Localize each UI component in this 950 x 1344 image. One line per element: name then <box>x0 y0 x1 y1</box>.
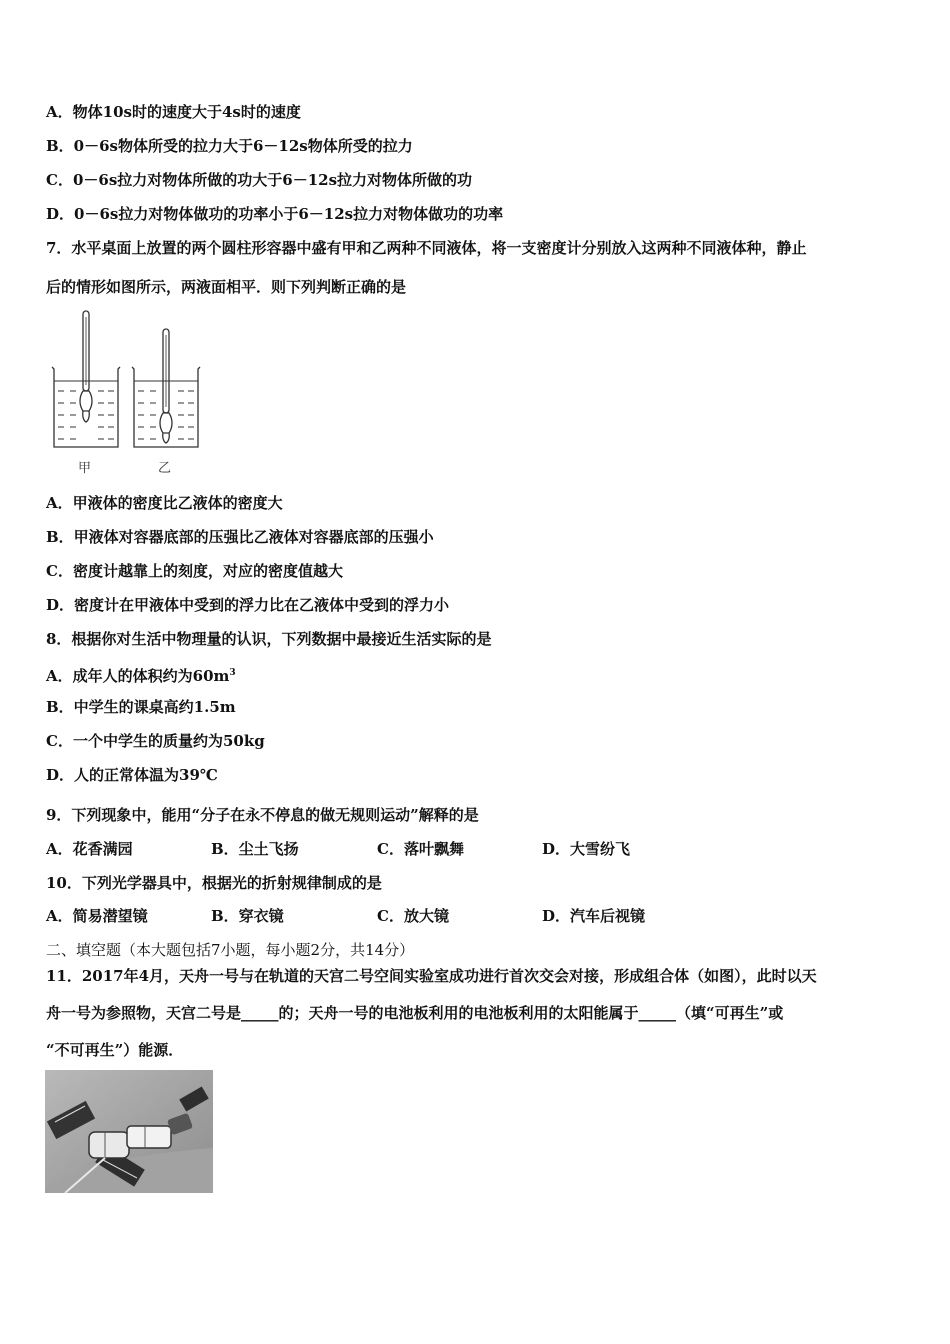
q10-option-d: D．汽车后视镜 <box>542 907 646 925</box>
q10-option-a: A．简易潜望镜 <box>46 907 148 925</box>
q7-stem-line2: 后的情形如图所示，两液面相平．则下列判断正确的是 <box>46 278 407 296</box>
section-heading: 二、填空题（本大题包括7小题，每小题2分，共14分） <box>46 941 415 959</box>
q8-option-a <box>46 663 236 686</box>
q8-option-d: D．人的正常体温为39℃ <box>46 766 218 784</box>
q8-stem: 8．根据你对生活中物理量的认识，下列数据中最接近生活实际的是 <box>46 630 492 648</box>
q10-stem: 10．下列光学器具中，根据光的折射规律制成的是 <box>46 874 382 892</box>
spacecraft-docking-photo <box>45 1070 213 1193</box>
q10-option-b: B．穿衣镜 <box>211 907 284 925</box>
q9-option-a: A．花香满园 <box>46 840 133 858</box>
q8-option-b: B．中学生的课桌高约1.5m <box>46 698 236 716</box>
q7-option-b: B．甲液体对容器底部的压强比乙液体对容器底部的压强小 <box>46 528 434 546</box>
hydrometer-beakers-figure <box>44 305 204 480</box>
spacecraft-illustration <box>45 1070 213 1193</box>
beaker-jia <box>52 311 120 447</box>
q7-option-d: D．密度计在甲液体中受到的浮力比在乙液体中受到的浮力小 <box>46 596 450 614</box>
q9-stem: 9．下列现象中，能用“分子在永不停息的做无规则运动”解释的是 <box>46 806 479 824</box>
figure-label-jia: 甲 <box>78 461 92 476</box>
q8-option-c: C．一个中学生的质量约为50kg <box>46 732 265 750</box>
q10-option-c: C．放大镜 <box>377 907 449 925</box>
q6-option-a: A．物体10s时的速度大于4s时的速度 <box>46 103 301 121</box>
q9-option-c: C．落叶飘舞 <box>377 840 464 858</box>
q8-option-a-sup: 3 <box>229 668 236 678</box>
q6-option-c: C．0－6s拉力对物体所做的功大于6－12s拉力对物体所做的功 <box>46 171 473 189</box>
q6-option-d: D．0－6s拉力对物体做功的功率小于6－12s拉力对物体做功的功率 <box>46 205 504 223</box>
figure-label-yi: 乙 <box>158 461 172 476</box>
q9-option-d: D．大雪纷飞 <box>542 840 631 858</box>
q6-option-b: B．0－6s物体所受的拉力大于6－12s物体所受的拉力 <box>46 137 413 155</box>
q11-line3: “不可再生”）能源． <box>46 1041 184 1059</box>
q7-option-a: A．甲液体的密度比乙液体的密度大 <box>46 494 283 512</box>
q7-stem-line1: 7．水平桌面上放置的两个圆柱形容器中盛有甲和乙两种不同液体，将一支密度计分别放入这两种不同液体种，静止 <box>46 239 807 257</box>
beakers-illustration <box>44 305 204 480</box>
q11-line2: 舟一号为参照物，天宫二号是_____的；天舟一号的电池板利用的电池板利用的太阳能属于_____（填“可再生”或 <box>46 1004 784 1022</box>
q8-option-a-text: A．成年人的体积约为60m <box>46 667 230 685</box>
q7-option-c: C．密度计越靠上的刻度，对应的密度值越大 <box>46 562 343 580</box>
beaker-yi <box>132 329 200 447</box>
q11-line1: 11．2017年4月，天舟一号与在轨道的天宫二号空间实验室成功进行首次交会对接，形成组合体（如图），此时以天 <box>46 967 817 985</box>
q9-option-b: B．尘土飞扬 <box>211 840 299 858</box>
